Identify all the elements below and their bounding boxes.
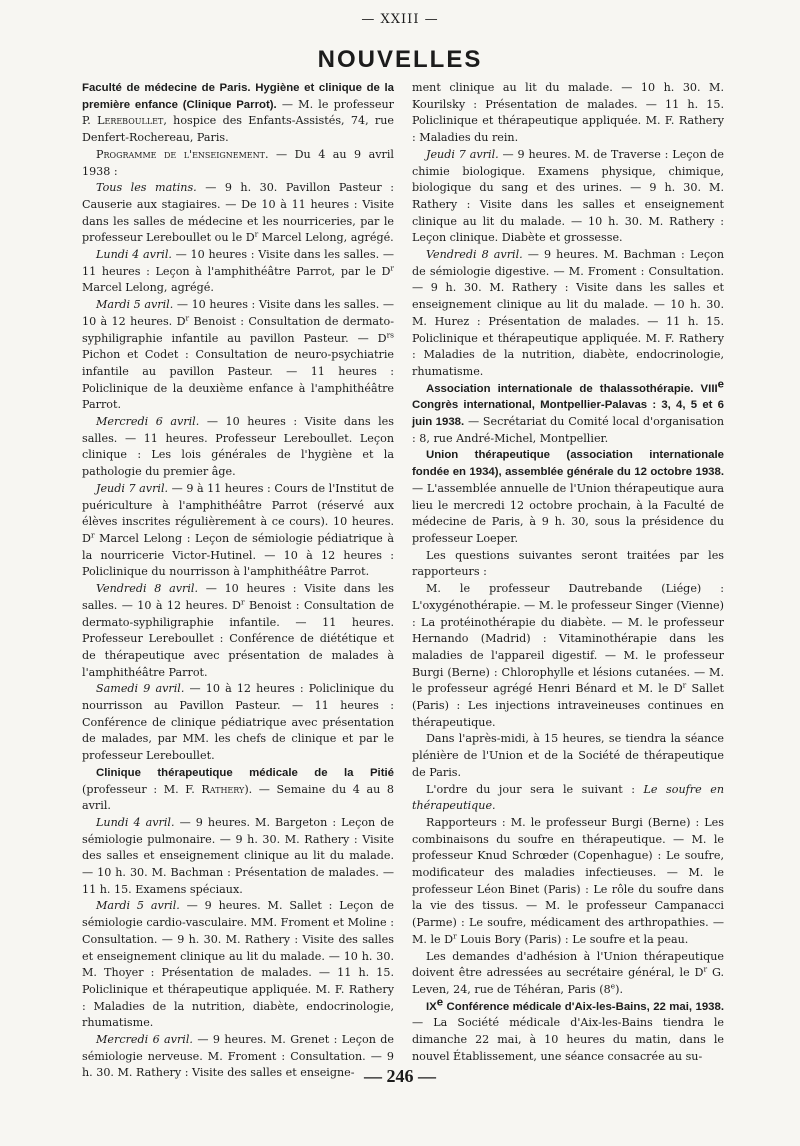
section-marker: — XXIII — — [361, 12, 439, 27]
paragraph: Mercredi 6 avril. — 9 heures. M. Grenet : Leçon de sémiologie nerveuse. M. Froment : Consultation. — 9 h. 30. M. Rathery : Visite des salles et enseigne- — [82, 1033, 394, 1080]
paragraph: Vendredi 8 avril. — 10 heures : Visite dans les salles. — 10 à 12 heures. $D^r$ Benoist : Consultation de dermato-syphiligraphie infantile. — 11 heures. Professeur Lereboullet : Conférence de diététique et de thérapeutique avec présentation de malades à l'amphithéâtre Parrot. — [82, 582, 394, 679]
paragraph: Vendredi 8 avril. — 9 heures. M. Bachman : Leçon de sémiologie digestive. — M. Froment : Consultation. — 9 h. 30. M. Rathery : Visite dans les salles et enseignement clinique au lit du malade. — 10 h. 30. M. Hurez : Présentation de malades. — 11 h. 15. Policlinique et thérapeutique appliquée. M. F. Rathery : Maladies de la nutrition, diabète, endocrinologie, rhumatisme. — [412, 248, 724, 378]
page-title: NOUVELLES — [317, 46, 483, 73]
paragraph: Mercredi 6 avril. — 10 heures : Visite dans les salles. — 11 heures. Professeur Lereboullet. Leçon clinique : Les lois générales de l'hygiène et la pathologie du premier âge. — [82, 415, 394, 479]
paragraph: ment clinique au lit du malade. — 10 h. 30. M. Kourilsky : Présentation de malades. — 11 h. 15. Policlinique et thérapeutique appliquée. M. F. Rathery : Maladies du rein. — [412, 81, 724, 145]
paragraph: Les demandes d'adhésion à l'Union thérapeutique doivent être adressées au secrétaire général, le $D^r$ G. Leven, 24, rue de Téhéran, Paris (8e). — [412, 949, 724, 996]
right-column — [412, 80, 724, 1070]
page-number: — 246 — — [364, 1066, 436, 1086]
paragraph: Tous les matins. — 9 h. 30. Pavillon Pasteur : Causerie aux stagiaires. — De 10 à 11 heures : Visite dans les salles de médecine et les nourriceries, par le professeur Lereboullet ou le $D^r$ Marcel Lelong, agrégé. — [82, 181, 394, 245]
paragraph: Rapporteurs : M. le professeur Burgi (Berne) : Les combinaisons du soufre en thérapeutique. — M. le professeur Knud Schrœder (Copenhague) : Le soufre, modificateur des maladies infectieuses. — M. le professeur Léon Binet (Paris) : Le rôle du soufre dans la vie des tissus. — M. le professeur Campanacci (Parme) : Le soufre, médicament des arthropathies. — M. le $D^r$ Louis Bory (Paris) : Le soufre et la peau. — [412, 815, 724, 946]
paragraph: L'ordre du jour sera le suivant : Le soufre en thérapeutique. — [412, 782, 724, 813]
paragraph: Mardi 5 avril. — 10 heures : Visite dans les salles. — 10 à 12 heures. $D^r$ Benoist : Consultation de dermato-syphiligraphie infantile au pavillon Pasteur. — $D^{rs}$ Pichon et Codet : Consultation de neuro-psychiatrie infantile au pavillon Pasteur. — 11 heures : Policlinique de la deuxième enfance à l'amphithéâtre Parrot. — [82, 298, 394, 412]
left-column — [82, 80, 394, 1080]
paragraph: Association internationale de thalassothérapie. VIIIe Congrès international, Montpellier-Palavas : 3, 4, 5 et 6 juin 1938. — Secrétariat du Comité local d'organisation : 8, rue André-Michel, Montpellier. — [412, 377, 724, 445]
paragraph: Faculté de médecine de Paris. Hygiène et clinique de la première enfance (Clinique Parrot). — M. le professeur P. Lereboullet, hospice des Enfants-Assistés, 74, rue Denfert-Rochereau, Paris. — [82, 82, 394, 145]
paragraph: Jeudi 7 avril. — 9 à 11 heures : Cours de l'Institut de puériculture à l'amphithéâtre Parrot (réservé aux élèves inscrites régulièrement à ce cours). 10 heures. $D^r$ Marcel Lelong : Leçon de sémiologie pédiatrique à la nourricerie Victor-Hutinel. — 10 à 12 heures : Policlinique du nourrisson à l'amphithéâtre Parrot. — [82, 481, 394, 579]
paragraph: Programme de l'enseignement. — Du 4 au 9 avril 1938 : — [82, 147, 394, 178]
paragraph: Dans l'après-midi, à 15 heures, se tiendra la séance plénière de l'Union et de la Société de thérapeutique de Paris. — [412, 732, 724, 779]
paragraph: Clinique thérapeutique médicale de la Pitié (professeur : M. F. Rathery). — Semaine du 4 au 8 avril. — [82, 766, 394, 813]
paragraph: IXe Conférence médicale d'Aix-les-Bains, 22 mai, 1938. — La Société médicale d'Aix-les-Bains tiendra le dimanche 22 mai, à 10 heures du matin, dans le nouvel Établissement, une séance consacrée au su- — [412, 995, 724, 1063]
paragraph: M. le professeur Dautrebande (Liége) : L'oxygénothérapie. — M. le professeur Singer (Vienne) : La protéinothérapie du diabète. — M. le professeur Hernando (Madrid) : Vitaminothérapie dans les maladies de l'appareil digestif. — M. le professeur Burgi (Berne) : Chlorophylle et lésions cutanées. — M. le professeur agrégé Henri Bénard et M. le $D^r$ Sallet (Paris) : Les injections intraveineuses continues en thérapeutique. — [412, 582, 724, 729]
paragraph: Samedi 9 avril. — 10 à 12 heures : Policlinique du nourrisson au Pavillon Pasteur. — 11 heures : Conférence de clinique pédiatrique avec présentation de malades, par MM. les chefs de clinique et par le professeur Lereboullet. — [82, 682, 394, 763]
paragraph: Jeudi 7 avril. — 9 heures. M. de Traverse : Leçon de chimie biologique. Examens physique, chimique, biologique du sang et des urines. — 9 h. 30. M. Rathery : Visite dans les salles et enseignement clinique au lit du malade. — 10 h. 30. M. Rathery : Leçon clinique. Diabète et grossesse. — [412, 147, 725, 245]
paragraph: Lundi 4 avril. — 10 heures : Visite dans les salles. — 11 heures : Leçon à l'amphithéâtre Parrot, par le $D^r$ Marcel Lelong, agrégé. — [82, 248, 394, 295]
paragraph: Union thérapeutique (association internationale fondée en 1934), assemblée générale du 12 octobre 1938. — L'assemblée annuelle de l'Union thérapeutique aura lieu le mercredi 12 octobre prochain, à la Faculté de médecine de Paris, à 9 h. 30, sous la présidence du professeur Loeper. — [412, 449, 724, 545]
paragraph: Lundi 4 avril. — 9 heures. M. Bargeton : Leçon de sémiologie pulmonaire. — 9 h. 30. M. Rathery : Visite des salles et enseignement clinique au lit du malade. — 10 h. 30. M. Bachman : Présentation de malades. — 11 h. 15. Examens spéciaux. — [82, 815, 394, 896]
paragraph: Mardi 5 avril. — 9 heures. M. Sallet : Leçon de sémiologie cardio-vasculaire. MM. Froment et Moline : Consultation. — 9 h. 30. M. Rathery : Visite des salles et enseignement clinique au lit du malade. — 10 h. 30. M. Thoyer : Présentation de malades. — 11 h. 15. Policlinique et thérapeutique appliquée. M. F. Rathery : Maladies de la nutrition, diabète, endocrinologie, rhumatisme. — [82, 899, 394, 1030]
paragraph: Les questions suivantes seront traitées par les rapporteurs : — [412, 548, 724, 579]
